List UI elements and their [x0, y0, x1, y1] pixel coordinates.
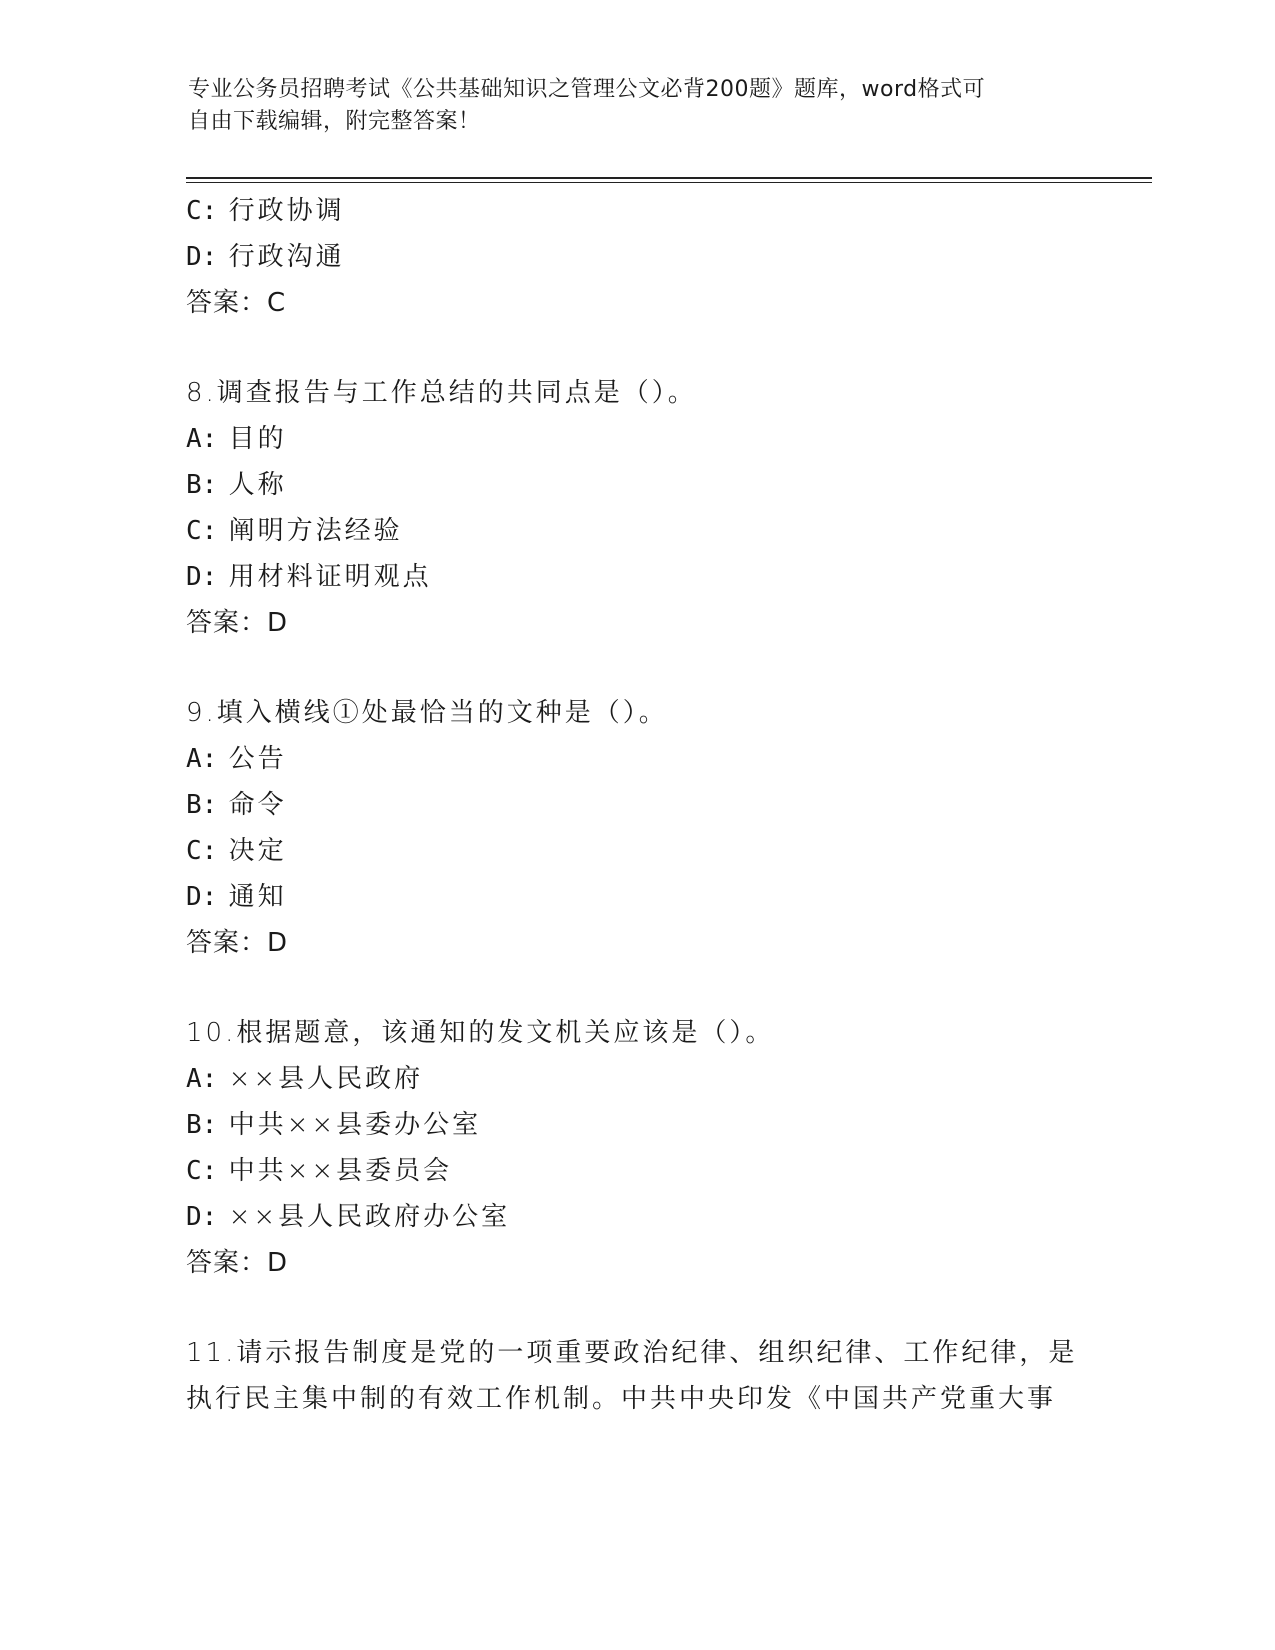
question-text-line-1: 11.请示报告制度是党的一项重要政治纪律、组织纪律、工作纪律，是 [186, 1338, 1078, 1368]
option-d: D: 行政沟通 [186, 242, 345, 272]
answer-line: 答案：D [186, 928, 289, 958]
option-d: D: 用材料证明观点 [186, 562, 432, 592]
option-c: C: 阐明方法经验 [186, 516, 403, 546]
question-text: 9.填入横线①处最恰当的文种是（）。 [186, 698, 668, 728]
spacer [186, 1286, 1086, 1330]
question-11 [186, 1330, 1086, 1422]
header-line-1: 专业公务员招聘考试《公共基础知识之管理公文必背200题》题库，word格式可 [188, 77, 986, 102]
question-8 [186, 370, 1086, 646]
question-7-tail [186, 188, 1086, 326]
option-c: C: 决定 [186, 836, 287, 866]
option-b: B: 命令 [186, 790, 287, 820]
option-a: A: ××县人民政府 [186, 1064, 424, 1094]
option-b: B: 人称 [186, 470, 287, 500]
answer-line: 答案：D [186, 608, 289, 638]
spacer [186, 966, 1086, 1010]
question-text-line-2: 执行民主集中制的有效工作机制。中共中央印发《中国共产党重大事 [186, 1384, 1057, 1414]
option-d: D: 通知 [186, 882, 287, 912]
question-text: 10.根据题意，该通知的发文机关应该是（）。 [186, 1018, 775, 1048]
header-divider-thick [186, 177, 1152, 179]
spacer [186, 326, 1086, 370]
header-divider-thin [186, 182, 1152, 183]
option-c: C: 中共××县委员会 [186, 1156, 453, 1186]
option-c: C: 行政协调 [186, 196, 345, 226]
option-a: A: 公告 [186, 744, 287, 774]
question-text: 8.调查报告与工作总结的共同点是（）。 [186, 378, 697, 408]
question-10 [186, 1010, 1086, 1286]
question-9 [186, 690, 1086, 966]
header-line-2: 自由下载编辑，附完整答案！ [188, 109, 481, 134]
option-a: A: 目的 [186, 424, 287, 454]
spacer [186, 646, 1086, 690]
option-d: D: ××县人民政府办公室 [186, 1202, 511, 1232]
question-content [186, 188, 1086, 1422]
answer-line: 答案：D [186, 1248, 289, 1278]
document-header [188, 74, 1088, 138]
answer-line: 答案：C [186, 288, 287, 318]
option-b: B: 中共××县委办公室 [186, 1110, 482, 1140]
